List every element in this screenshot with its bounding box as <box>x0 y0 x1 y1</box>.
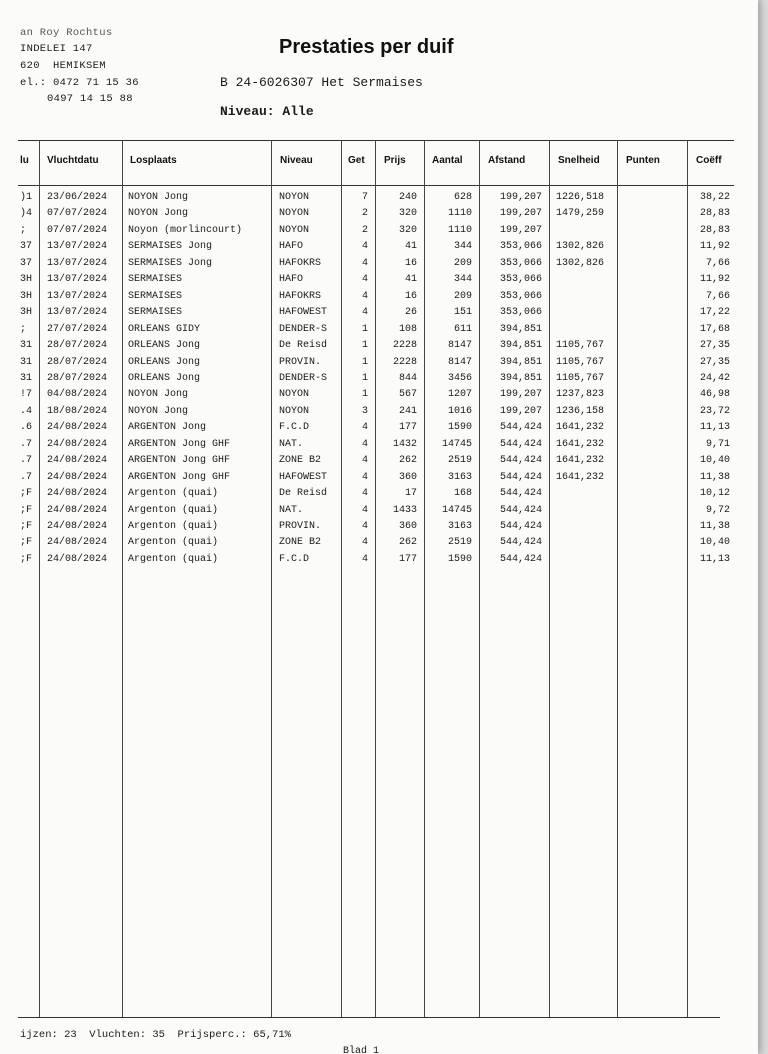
cell-aantal: 14745 <box>441 438 472 450</box>
cell-prijs: 262 <box>398 537 417 549</box>
table-row <box>0 207 758 223</box>
cell-prijs: 108 <box>398 323 417 335</box>
cell-afstand: 544,424 <box>499 553 542 565</box>
owner-phone-2: 0497 14 15 88 <box>47 93 133 105</box>
col-header-prijs: Prijs <box>384 155 406 166</box>
table-row <box>0 306 758 322</box>
cell-losplaats: Noyon (morlincourt) <box>128 224 243 236</box>
cell-get: 4 <box>361 422 368 434</box>
table-row <box>0 388 758 404</box>
cell-date: 13/07/2024 <box>47 257 108 269</box>
cell-snelheid: 1479,259 <box>556 208 605 220</box>
table-row <box>0 339 758 355</box>
cell-prijs: 240 <box>398 192 417 203</box>
cell-coeff: 17,22 <box>699 307 730 319</box>
cell-get: 4 <box>361 537 368 549</box>
cell-coeff: 11,13 <box>699 553 730 565</box>
cell-aantal: 2519 <box>447 537 472 549</box>
cell-snelheid: 1226,518 <box>556 192 605 203</box>
cell-get: 4 <box>361 488 368 500</box>
cell-afstand: 353,066 <box>499 274 542 286</box>
cell-prijs: 262 <box>398 455 417 467</box>
cell-date: 28/07/2024 <box>47 372 108 384</box>
cell-prijs: 567 <box>398 389 417 401</box>
cell-date: 28/07/2024 <box>47 340 108 352</box>
col-header-punten: Punten <box>626 155 660 166</box>
cell-aantal: 14745 <box>441 504 472 516</box>
table-row <box>0 421 758 437</box>
cell-get: 4 <box>361 257 368 269</box>
cell-get: 1 <box>361 356 368 368</box>
cell-niveau: HAFOWEST <box>279 307 328 319</box>
cell-coeff: 11,38 <box>699 471 730 483</box>
cell-date: 13/07/2024 <box>47 274 108 286</box>
cell-niveau: F.C.D <box>279 422 310 434</box>
cell-date: 24/08/2024 <box>47 537 108 549</box>
cell-aantal: 344 <box>453 274 472 286</box>
col-header-losplaats: Losplaats <box>130 155 177 166</box>
cell-prijs: 360 <box>398 521 417 532</box>
cell-losplaats: Argenton (quai) <box>128 553 219 565</box>
cell-prijs: 2228 <box>392 340 417 352</box>
cell-date: 18/08/2024 <box>47 405 108 417</box>
cell-niveau: F.C.D <box>279 553 310 565</box>
cell-coeff: 17,68 <box>699 323 730 335</box>
cell-niveau: NOYON <box>279 208 310 220</box>
cell-lu: ; <box>20 323 27 335</box>
pigeon-id: B 24-6026307 Het Sermaises <box>220 75 423 90</box>
table-row <box>0 487 758 503</box>
cell-aantal: 628 <box>453 192 472 203</box>
cell-afstand: 394,851 <box>499 356 542 368</box>
cell-snelheid: 1641,232 <box>556 455 605 467</box>
cell-losplaats: ORLEANS Jong <box>128 340 201 352</box>
cell-afstand: 199,207 <box>499 405 542 417</box>
cell-lu: .4 <box>20 405 33 417</box>
cell-afstand: 544,424 <box>499 504 542 516</box>
cell-aantal: 209 <box>453 290 472 302</box>
cell-get: 4 <box>361 438 368 450</box>
cell-niveau: DENDER-S <box>279 323 328 335</box>
cell-afstand: 544,424 <box>499 521 542 532</box>
cell-losplaats: Argenton (quai) <box>128 504 219 516</box>
cell-aantal: 1110 <box>447 224 472 236</box>
cell-snelheid: 1641,232 <box>556 422 605 434</box>
table-row <box>0 290 758 306</box>
cell-niveau: NOYON <box>279 224 310 236</box>
cell-losplaats: Argenton (quai) <box>128 488 219 500</box>
cell-date: 13/07/2024 <box>47 290 108 302</box>
cell-lu: ;F <box>20 504 33 516</box>
cell-lu: 31 <box>20 356 33 368</box>
col-header-snelheid: Snelheid <box>558 155 600 166</box>
cell-prijs: 2228 <box>392 356 417 368</box>
cell-coeff: 7,66 <box>705 257 730 269</box>
cell-date: 24/08/2024 <box>47 422 108 434</box>
cell-snelheid: 1302,826 <box>556 241 605 253</box>
cell-snelheid: 1641,232 <box>556 438 605 450</box>
col-header-aantal: Aantal <box>432 155 463 166</box>
cell-losplaats: NOYON Jong <box>128 208 189 220</box>
cell-lu: ;F <box>20 488 33 500</box>
cell-lu: )1 <box>20 192 33 203</box>
cell-get: 1 <box>361 340 368 352</box>
table-row <box>0 273 758 289</box>
cell-snelheid: 1105,767 <box>556 372 605 384</box>
cell-losplaats: ORLEANS GIDY <box>128 323 201 335</box>
cell-coeff: 27,35 <box>699 340 730 352</box>
cell-losplaats: Argenton (quai) <box>128 537 219 549</box>
cell-date: 24/08/2024 <box>47 521 108 532</box>
cell-date: 23/06/2024 <box>47 192 108 203</box>
table-row <box>0 536 758 552</box>
cell-lu: ; <box>20 224 27 236</box>
cell-aantal: 611 <box>453 323 472 335</box>
table-row <box>0 454 758 470</box>
cell-coeff: 24,42 <box>699 372 730 384</box>
cell-get: 4 <box>361 241 368 253</box>
table-row <box>0 191 758 207</box>
cell-niveau: HAFOKRS <box>279 290 322 302</box>
cell-get: 1 <box>361 372 368 384</box>
table-row <box>0 504 758 520</box>
cell-get: 3 <box>361 405 368 417</box>
cell-coeff: 46,98 <box>699 389 730 401</box>
cell-lu: ;F <box>20 521 33 532</box>
cell-losplaats: ARGENTON Jong GHF <box>128 438 231 450</box>
cell-losplaats: SERMAISES <box>128 307 183 319</box>
cell-prijs: 16 <box>404 257 417 269</box>
cell-aantal: 1016 <box>447 405 472 417</box>
cell-coeff: 11,92 <box>699 241 730 253</box>
cell-get: 1 <box>361 389 368 401</box>
cell-niveau: HAFO <box>279 241 304 253</box>
cell-prijs: 17 <box>404 488 417 500</box>
summary-line: ijzen: 23 Vluchten: 35 Prijsperc.: 65,71% <box>20 1029 291 1041</box>
cell-aantal: 1590 <box>447 422 472 434</box>
cell-lu: 3H <box>20 274 33 286</box>
cell-lu: ;F <box>20 537 33 549</box>
cell-losplaats: SERMAISES Jong <box>128 257 213 269</box>
cell-prijs: 177 <box>398 553 417 565</box>
cell-aantal: 8147 <box>447 340 472 352</box>
cell-aantal: 344 <box>453 241 472 253</box>
cell-get: 7 <box>361 192 368 203</box>
cell-get: 4 <box>361 290 368 302</box>
cell-coeff: 27,35 <box>699 356 730 368</box>
cell-afstand: 544,424 <box>499 537 542 549</box>
cell-coeff: 11,38 <box>699 521 730 532</box>
cell-afstand: 353,066 <box>499 241 542 253</box>
cell-losplaats: ARGENTON Jong GHF <box>128 471 231 483</box>
cell-lu: 37 <box>20 241 33 253</box>
cell-lu: .7 <box>20 438 33 450</box>
cell-snelheid: 1302,826 <box>556 257 605 269</box>
cell-coeff: 11,13 <box>699 422 730 434</box>
page-number: Blad 1 <box>343 1046 380 1054</box>
cell-afstand: 199,207 <box>499 224 542 236</box>
cell-prijs: 41 <box>404 241 417 253</box>
cell-aantal: 209 <box>453 257 472 269</box>
owner-name: an Roy Rochtus <box>20 27 113 39</box>
cell-coeff: 38,22 <box>699 192 730 203</box>
col-header-afstand: Afstand <box>488 155 526 166</box>
cell-lu: ;F <box>20 553 33 565</box>
cell-niveau: NAT. <box>279 438 304 450</box>
cell-prijs: 16 <box>404 290 417 302</box>
cell-niveau: ZONE B2 <box>279 455 322 467</box>
cell-losplaats: ARGENTON Jong <box>128 422 207 434</box>
cell-date: 24/08/2024 <box>47 504 108 516</box>
cell-afstand: 199,207 <box>499 389 542 401</box>
owner-street: INDELEI 147 <box>20 43 93 55</box>
cell-coeff: 11,92 <box>699 274 730 286</box>
cell-get: 4 <box>361 274 368 286</box>
table-row <box>0 257 758 273</box>
cell-niveau: PROVIN. <box>279 356 322 368</box>
cell-date: 24/08/2024 <box>47 438 108 450</box>
cell-lu: )4 <box>20 208 33 220</box>
cell-afstand: 544,424 <box>499 471 542 483</box>
cell-date: 04/08/2024 <box>47 389 108 401</box>
cell-lu: 3H <box>20 307 33 319</box>
cell-get: 4 <box>361 521 368 532</box>
cell-prijs: 360 <box>398 471 417 483</box>
cell-losplaats: Argenton (quai) <box>128 521 219 532</box>
cell-coeff: 10,12 <box>699 488 730 500</box>
cell-date: 07/07/2024 <box>47 208 108 220</box>
cell-lu: !7 <box>20 389 33 401</box>
cell-aantal: 1110 <box>447 208 472 220</box>
owner-phone-1: el.: 0472 71 15 36 <box>20 77 139 89</box>
cell-lu: 31 <box>20 372 33 384</box>
cell-date: 24/08/2024 <box>47 455 108 467</box>
cell-afstand: 199,207 <box>499 192 542 203</box>
cell-afstand: 544,424 <box>499 455 542 467</box>
cell-date: 24/08/2024 <box>47 553 108 565</box>
table-header-rule <box>18 185 734 186</box>
cell-prijs: 177 <box>398 422 417 434</box>
cell-lu: 31 <box>20 340 33 352</box>
cell-afstand: 199,207 <box>499 208 542 220</box>
cell-lu: 3H <box>20 290 33 302</box>
cell-niveau: NOYON <box>279 192 310 203</box>
col-header-get: Get <box>348 155 365 166</box>
table-row <box>0 471 758 487</box>
cell-aantal: 8147 <box>447 356 472 368</box>
cell-losplaats: NOYON Jong <box>128 389 189 401</box>
cell-snelheid: 1236,158 <box>556 405 605 417</box>
cell-coeff: 28,83 <box>699 208 730 220</box>
cell-get: 2 <box>361 224 368 236</box>
cell-niveau: HAFOWEST <box>279 471 328 483</box>
cell-lu: .7 <box>20 455 33 467</box>
cell-get: 4 <box>361 553 368 565</box>
table-row <box>0 224 758 240</box>
cell-coeff: 10,40 <box>699 455 730 467</box>
cell-afstand: 394,851 <box>499 323 542 335</box>
cell-niveau: De Reisd <box>279 340 328 352</box>
cell-losplaats: SERMAISES <box>128 290 183 302</box>
cell-niveau: DENDER-S <box>279 372 328 384</box>
cell-aantal: 168 <box>453 488 472 500</box>
cell-date: 24/08/2024 <box>47 488 108 500</box>
cell-niveau: HAFO <box>279 274 304 286</box>
owner-city: 620 HEMIKSEM <box>20 60 106 72</box>
cell-losplaats: ORLEANS Jong <box>128 356 201 368</box>
cell-date: 13/07/2024 <box>47 307 108 319</box>
cell-losplaats: NOYON Jong <box>128 192 189 203</box>
cell-coeff: 23,72 <box>699 405 730 417</box>
cell-lu: 37 <box>20 257 33 269</box>
cell-losplaats: SERMAISES Jong <box>128 241 213 253</box>
cell-losplaats: NOYON Jong <box>128 405 189 417</box>
cell-aantal: 3163 <box>447 521 472 532</box>
cell-get: 4 <box>361 307 368 319</box>
cell-niveau: PROVIN. <box>279 521 322 532</box>
cell-losplaats: ORLEANS Jong <box>128 372 201 384</box>
cell-coeff: 9,71 <box>705 438 730 450</box>
cell-snelheid: 1641,232 <box>556 471 605 483</box>
table-row <box>0 356 758 372</box>
col-header-niveau: Niveau <box>280 155 313 166</box>
cell-snelheid: 1237,823 <box>556 389 605 401</box>
col-header-lu: lu <box>20 155 29 166</box>
cell-afstand: 353,066 <box>499 307 542 319</box>
cell-get: 4 <box>361 504 368 516</box>
cell-lu: .7 <box>20 471 33 483</box>
cell-lu: .6 <box>20 422 33 434</box>
cell-prijs: 41 <box>404 274 417 286</box>
cell-prijs: 241 <box>398 405 417 417</box>
cell-afstand: 544,424 <box>499 488 542 500</box>
cell-afstand: 394,851 <box>499 340 542 352</box>
cell-date: 28/07/2024 <box>47 356 108 368</box>
cell-get: 4 <box>361 471 368 483</box>
cell-snelheid: 1105,767 <box>556 356 605 368</box>
cell-coeff: 10,40 <box>699 537 730 549</box>
cell-date: 07/07/2024 <box>47 224 108 236</box>
cell-coeff: 7,66 <box>705 290 730 302</box>
cell-prijs: 320 <box>398 224 417 236</box>
col-header-vluchtdatum: Vluchtdatu <box>47 155 99 166</box>
cell-get: 1 <box>361 323 368 335</box>
cell-afstand: 353,066 <box>499 257 542 269</box>
cell-afstand: 394,851 <box>499 372 542 384</box>
cell-prijs: 1432 <box>392 438 417 450</box>
table-row <box>0 553 758 569</box>
table-top-rule <box>18 140 734 141</box>
cell-niveau: De Reisd <box>279 488 328 500</box>
cell-prijs: 320 <box>398 208 417 220</box>
cell-afstand: 544,424 <box>499 438 542 450</box>
cell-prijs: 1433 <box>392 504 417 516</box>
cell-niveau: HAFOKRS <box>279 257 322 269</box>
table-row <box>0 405 758 421</box>
cell-snelheid: 1105,767 <box>556 340 605 352</box>
table-row <box>0 323 758 339</box>
cell-afstand: 353,066 <box>499 290 542 302</box>
cell-niveau: ZONE B2 <box>279 537 322 549</box>
table-row <box>0 438 758 454</box>
cell-afstand: 544,424 <box>499 422 542 434</box>
cell-coeff: 9,72 <box>705 504 730 516</box>
cell-date: 27/07/2024 <box>47 323 108 335</box>
cell-aantal: 3163 <box>447 471 472 483</box>
cell-losplaats: ARGENTON Jong GHF <box>128 455 231 467</box>
cell-aantal: 1590 <box>447 553 472 565</box>
cell-aantal: 2519 <box>447 455 472 467</box>
niveau-filter: Niveau: Alle <box>220 104 314 119</box>
cell-date: 24/08/2024 <box>47 471 108 483</box>
table-row <box>0 240 758 256</box>
cell-losplaats: SERMAISES <box>128 274 183 286</box>
cell-aantal: 1207 <box>447 389 472 401</box>
cell-prijs: 26 <box>404 307 417 319</box>
cell-aantal: 151 <box>453 307 472 319</box>
cell-date: 13/07/2024 <box>47 241 108 253</box>
cell-coeff: 28,83 <box>699 224 730 236</box>
table-row <box>0 520 758 536</box>
cell-niveau: NOYON <box>279 405 310 417</box>
cell-get: 4 <box>361 455 368 467</box>
cell-aantal: 3456 <box>447 372 472 384</box>
report-title: Prestaties per duif <box>279 36 454 58</box>
cell-niveau: NAT. <box>279 504 304 516</box>
cell-niveau: NOYON <box>279 389 310 401</box>
cell-prijs: 844 <box>398 372 417 384</box>
table-bottom-rule <box>18 1017 720 1018</box>
cell-get: 2 <box>361 208 368 220</box>
table-row <box>0 372 758 388</box>
col-header-coeff: Coëff <box>696 155 722 166</box>
